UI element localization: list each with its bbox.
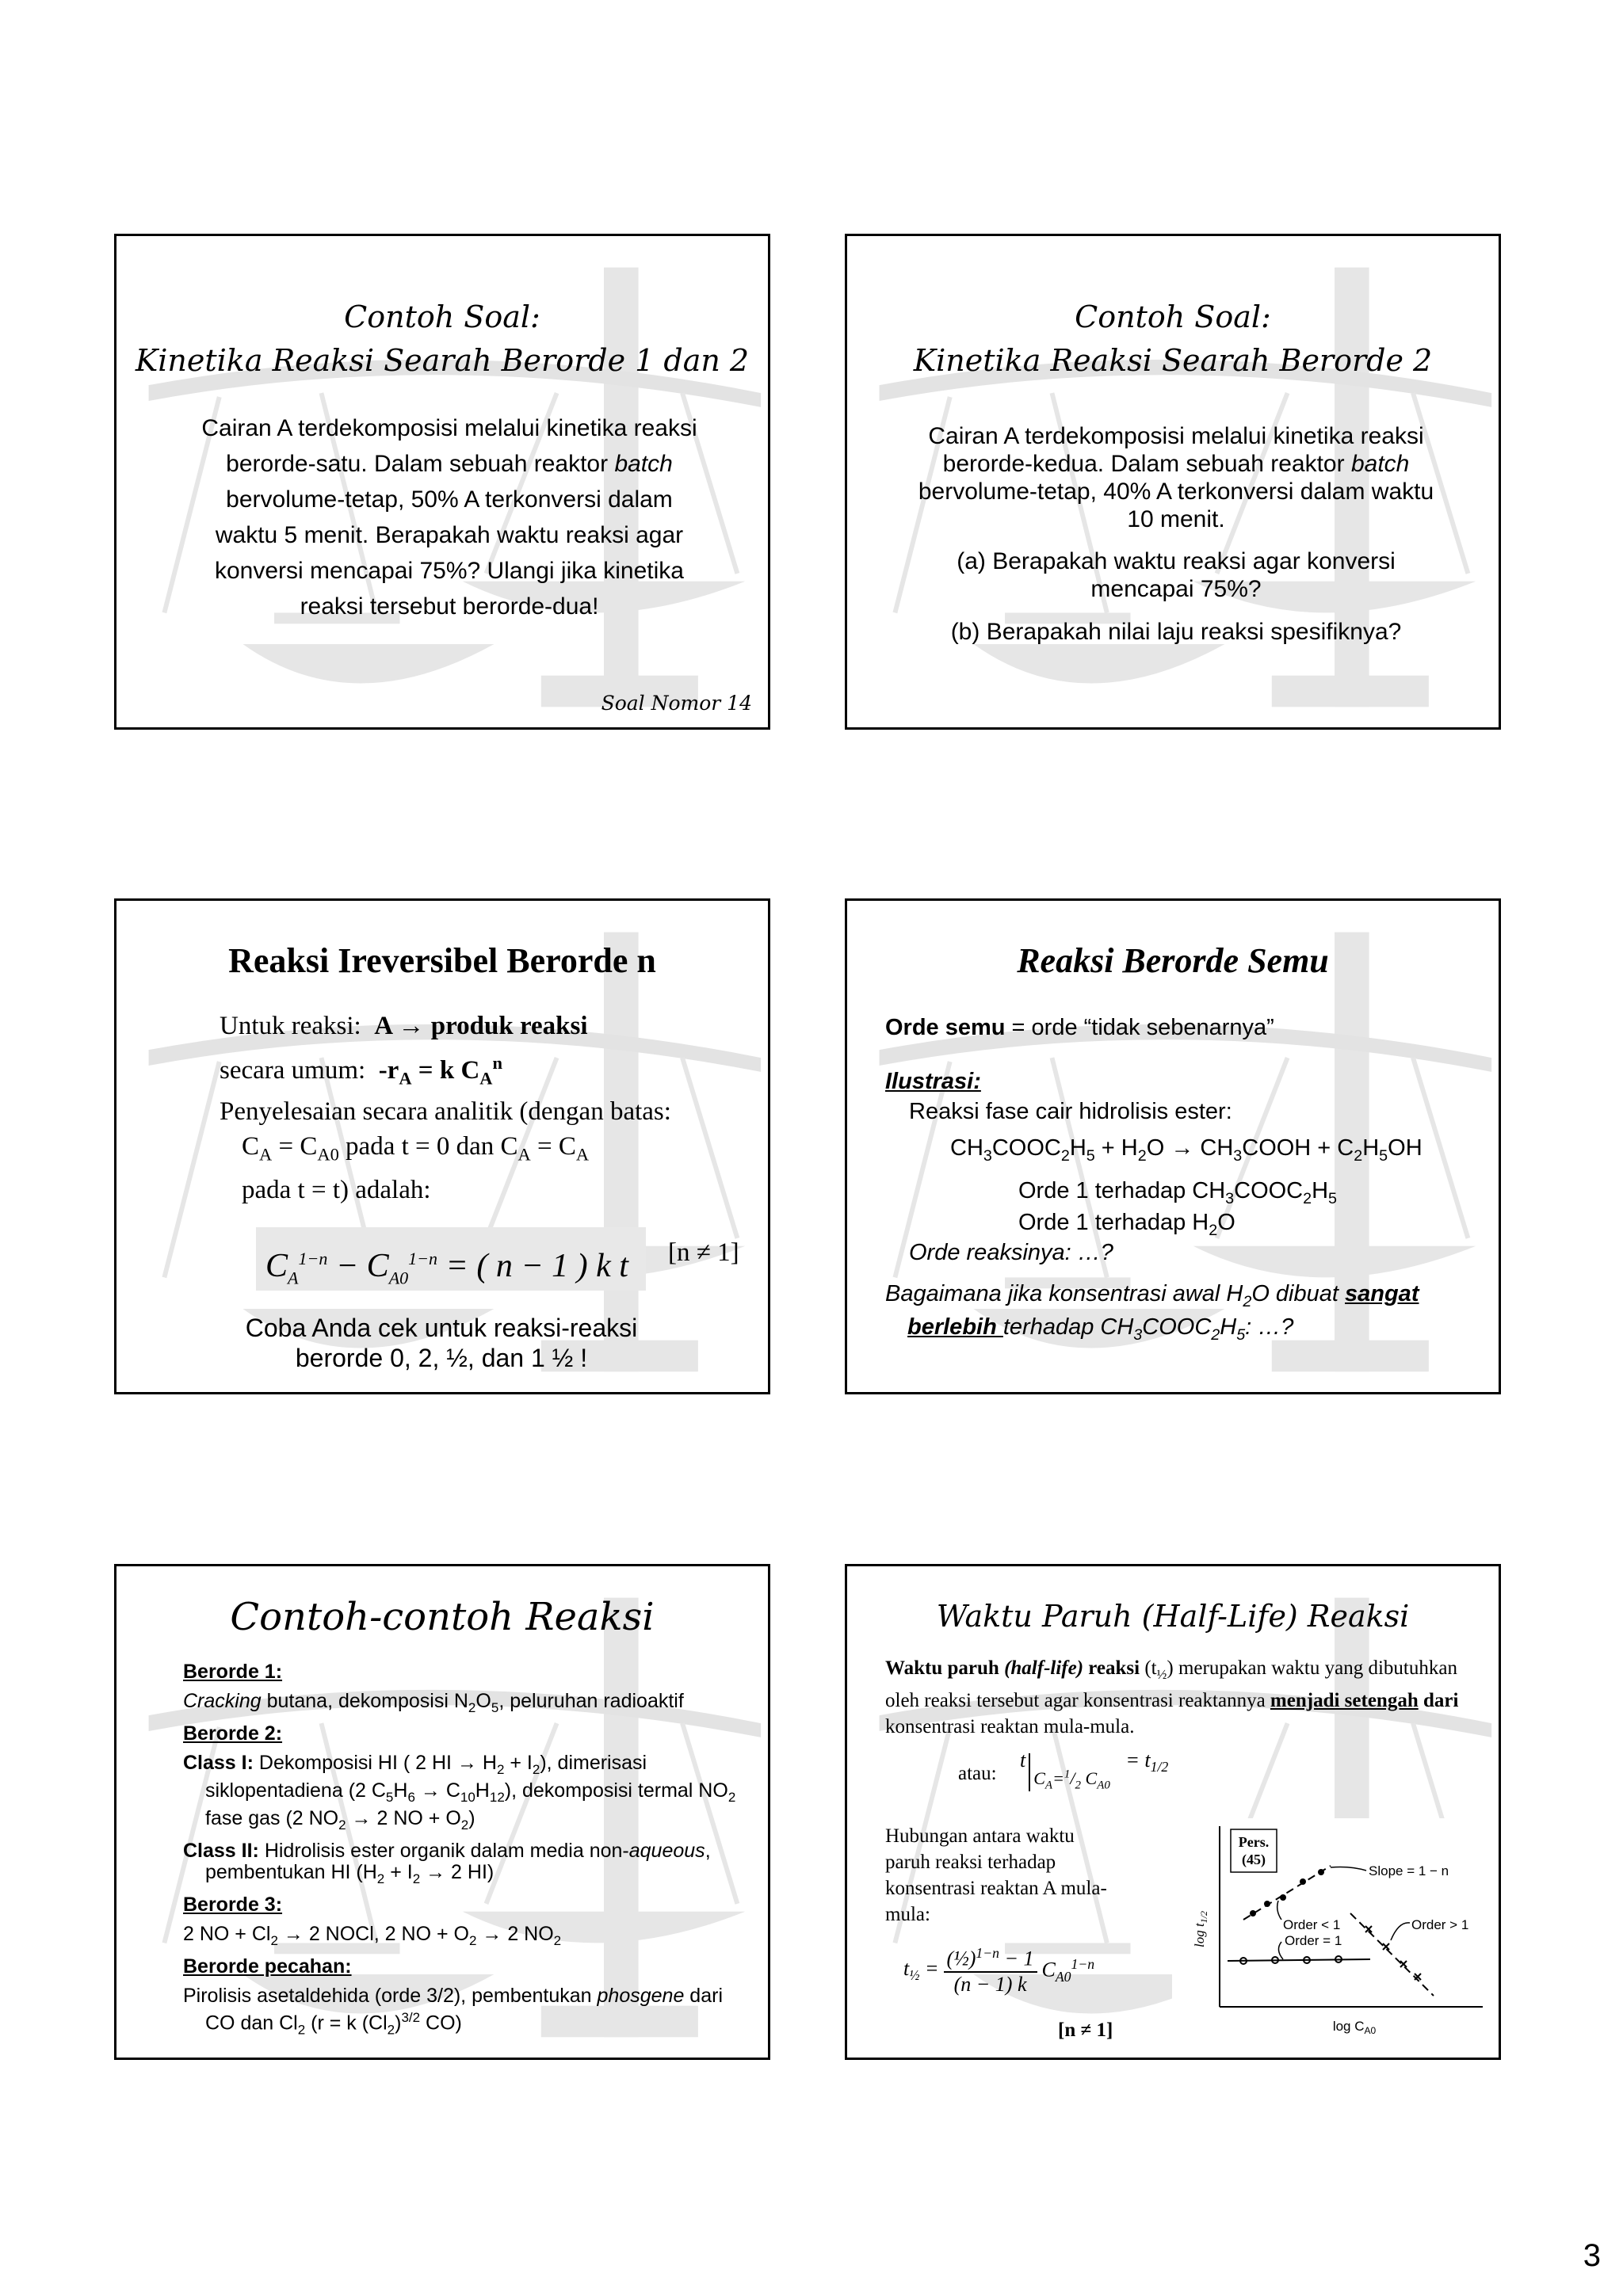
- reaction-line: Untuk reaksi: A → produk reaksi: [220, 1012, 588, 1040]
- half-life-relation-text: Hubungan antara waktu paruh reaksi terhadap konsentrasi reaktan A mula-mula:: [885, 1825, 1107, 1925]
- condition: [n ≠ 1]: [668, 1238, 739, 1267]
- svg-text:log t1/2: $\log t_{1/2}$: [1192, 1910, 1209, 1948]
- third-order-heading: Berorde 3:: [183, 1894, 283, 1916]
- half-life-condition: $tC_A=^1/_2$ $C_{A0} = t_{1/2}$: [1020, 1749, 1169, 1792]
- reaction-examples-list: [183, 1661, 754, 2040]
- solution-text: Penyelesaian secara analitik (dengan batas: $C_A = C_{A0}$ pada t = 0 dan $C_A = C_A$ pada t = t) adalah:: [220, 1097, 671, 1204]
- illustration-label: Ilustrasi:: [885, 1069, 981, 1094]
- second-order-heading: Berorde 2:: [183, 1722, 283, 1745]
- half-life-log-plot: [1172, 1818, 1489, 2040]
- half-life-definition: Waktu paruh (half-life) reaksi $(t_{\frac{1}{2}})$ merupakan waktu yang dibutuhkan oleh reaksi tersebut agar konsentrasi reaktannya menjadi setengah dari konsentrasi reaktan mula-mula.: [885, 1657, 1459, 1737]
- order-water: Orde 1 terhadap $H_2O$: [1018, 1210, 1235, 1239]
- problem-text: Cairan A terdekomposisi melalui kinetika reaksi berorde-kedua. Dalam sebuah reaktor batch bervolume-tetap, 40% A terkonversi dalam waktu 10 menit.: [918, 423, 1434, 532]
- question-a: (a) Berapakah waktu reaksi agar konversi mencapai 75%?: [957, 548, 1396, 602]
- integrated-rate-equation: $C_A^{1-n} - C_{A0}^{1-n}$ = ( n − 1 ) k t: [256, 1227, 646, 1291]
- slide-reaksi-ireversibel-orde-n: [114, 898, 770, 1394]
- question-b: (b) Berapakah nilai laju reaksi spesifiknya?: [950, 619, 1402, 645]
- order-lt-label: Order < 1: [1283, 1917, 1341, 1932]
- half-life-equation: [903, 1945, 1095, 1997]
- slide-contoh-contoh-reaksi: [114, 1564, 770, 2060]
- order-gt-label: Order > 1: [1411, 1917, 1469, 1932]
- slide-title: Reaksi Ireversibel Berorde n: [228, 941, 656, 980]
- order-ester: Orde 1 terhadap $CH_3COOC_2H_5$: [1018, 1178, 1338, 1207]
- third-order-examples: 2 NO + $Cl_2 \to 2$ NOCl, 2 NO + $O_2 \to 2$ $NO_2$: [183, 1923, 562, 1948]
- page-number: 3: [1583, 2238, 1601, 2273]
- slide-title: Reaksi Berorde Semu: [1017, 941, 1329, 980]
- pseudo-order-definition: Orde semu = orde “tidak sebenarnya”: [885, 1015, 1274, 1040]
- excess-question: Bagaimana jika konsentrasi awal $H_2O$ dibuat sangat berlebih terhadap $CH_3COOC_2H_5$: …?: [885, 1281, 1419, 1344]
- half-life-condition-n: [n ≠ 1]: [1058, 2019, 1113, 2041]
- fractional-order-heading: Berorde pecahan:: [183, 1955, 352, 1978]
- order-eq-label: Order = 1: [1285, 1933, 1342, 1948]
- slide-reaksi-berorde-semu: [845, 898, 1501, 1394]
- class-ii-examples: Class II: Hidrolisis ester organik dalam media non-aqueous, pembentukan HI ($H_2 + I_2 \to 2$ HI): [183, 1840, 711, 1886]
- first-order-examples: Cracking butana, dekomposisi $N_2O_5$, peluruhan radioaktif: [183, 1690, 684, 1715]
- slide-waktu-paruh: [845, 1564, 1501, 2060]
- x-axis-label: $\log C_{A0}$: [1332, 2019, 1377, 2036]
- slide-title: Contoh-contoh Reaksi: [230, 1595, 655, 1639]
- pers-label: Pers.: [1238, 1834, 1270, 1850]
- slide-title: Waktu Paruh (Half-Life) Reaksi: [936, 1599, 1410, 1634]
- exercise-note: Coba Anda cek untuk reaksi-reaksi berorde 0, 2, ½, dan 1 ½ !: [245, 1314, 638, 1372]
- slide-footer: Soal Nomor 14: [601, 692, 752, 715]
- slide-title: Contoh Soal: Kinetika Reaksi Searah Berorde 1 dan 2: [135, 299, 750, 379]
- hydrolysis-text: Reaksi fase cair hidrolisis ester:: [909, 1099, 1232, 1124]
- problem-text: Cairan A terdekomposisi melalui kinetika reaksi berorde-satu. Dalam sebuah reaktor batch bervolume-tetap, 50% A terkonversi dalam waktu 5 menit. Berapakah waktu reaksi agar konversi mencapai 75%? Ulangi jika kinetika reaksi tersebut berorde-dua!: [201, 415, 697, 620]
- class-i-examples: Class I: Dekomposisi HI ( 2 HI → $H_2 + I_2$), dimerisasi siklopentadiena (2 $C_5H_6 \to C_{10}H_{12}$), dekomposisi termal $NO_2$ fase gas (2 $NO_2 \to 2$ NO + $O_2$): [183, 1752, 736, 1833]
- order-question: Orde reaksinya: …?: [909, 1240, 1113, 1265]
- pers-number: (45): [1242, 1852, 1266, 1867]
- half-life-formula: $t_{\frac{1}{2}}$ = (½)$^{1-n}$ − 1 $C_{A0}^{1-n}$ (n − 1) k: [903, 1945, 1095, 1996]
- fractional-order-examples: Pirolisis asetaldehida (orde 3/2), pembentukan phosgene dari CO dan $Cl_2$ (r = k $(Cl_2)^{3/2}$ CO): [183, 1985, 723, 2038]
- slide-contoh-soal-orde-2: [845, 234, 1501, 730]
- slide-contoh-soal-orde-1-2: [114, 234, 770, 730]
- log-plot-svg: [1172, 1818, 1489, 2040]
- ester-hydrolysis-equation: $CH_3COOC_2H_5 + H_2O$ → $CH_3COOH + C_2H_5OH$: [950, 1135, 1423, 1165]
- first-order-heading: Berorde 1:: [183, 1661, 283, 1683]
- slide-title: Contoh Soal: Kinetika Reaksi Searah Berorde 2: [913, 299, 1433, 379]
- rate-law: secara umum: $-r_A = k$ $C_A^n$: [220, 1053, 502, 1089]
- atau-label: atau:: [958, 1763, 997, 1784]
- slope-label: Slope = 1 − n: [1369, 1863, 1449, 1878]
